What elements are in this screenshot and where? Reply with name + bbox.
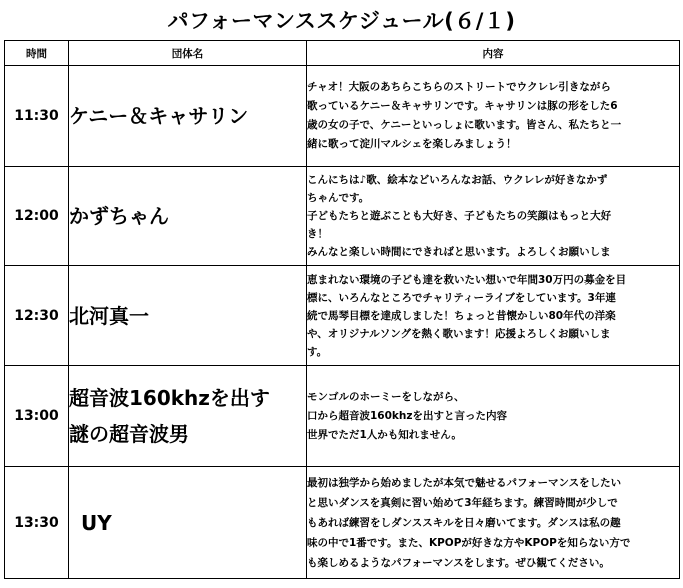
table-row [5, 66, 680, 167]
description-line: もあれば練習をしダンススキルを日々磨いてます。ダンスは私の趣 [307, 516, 621, 529]
table-row [5, 366, 680, 467]
description-line: 歳の女の子で、ケニーといっしょに歌います。皆さん、私たちと一 [307, 119, 622, 131]
description-line: 歌っているケニー＆キャサリンです。キャサリンは豚の形をした6 [307, 100, 618, 112]
page-title: パフォーマンススケジュール(６/１) [167, 9, 516, 33]
group-name [69, 266, 307, 366]
description-cell [307, 66, 680, 167]
description-line: 恵まれない環境の子ども達を救いたい想いで年間30万円の募金を目 [307, 273, 627, 286]
description-line: 標に、いろんなところでチャリティーライブをしています。3年連 [307, 291, 616, 304]
description-line: す。 [307, 345, 328, 358]
description-line: ちゃんです。 [307, 192, 370, 204]
group-name-line: 超音波160khzを出す [69, 386, 270, 410]
table-row [5, 467, 680, 579]
table-row [5, 167, 680, 266]
description-cell [307, 366, 680, 467]
header-row [5, 41, 680, 66]
description-line: こんにちは♪歌、絵本などいろんなお話、ウクレレが好きなかず [307, 174, 608, 186]
description-line: と思いダンスを真剣に習い始めて3年経ちます。練習時間が少しで [307, 496, 618, 509]
description-line: チャオ！大阪のあちらこちらのストリートでウクレレ引きながら [307, 81, 611, 93]
schedule-table [4, 40, 680, 579]
group-name [69, 467, 307, 579]
group-name-line: 謎の超音波男 [69, 422, 189, 446]
description-line: みんなと楽しい時間にできればと思います。よろしくお願いしま [307, 246, 611, 258]
group-name [69, 66, 307, 167]
description-line: も楽しめるようなパフォーマンスをします。ぜひ観てください。 [307, 556, 610, 569]
description-line: き！ [307, 228, 328, 240]
group-name [69, 167, 307, 266]
description-line: 緒に歌って淀川マルシェを楽しみましょう！ [307, 138, 517, 150]
group-name-line: かずちゃん [69, 204, 169, 228]
description-line: 子どもたちと遊ぶことも大好き、子どもたちの笑顔はもっと大好 [307, 210, 612, 222]
group-name-line: UY [81, 510, 112, 535]
group-name-line: ケニー＆キャサリン [69, 104, 249, 128]
time-cell: 13:00 [5, 366, 69, 467]
description-cell [307, 266, 680, 366]
description-cell [307, 467, 680, 579]
time-cell: 12:00 [5, 167, 69, 266]
description-line: 口から超音波160khzを出すと言った内容 [307, 409, 507, 422]
header-time: 時間 [5, 41, 69, 66]
time-cell: 12:30 [5, 266, 69, 366]
description-line: 最初は独学から始めましたが本気で魅せるパフォーマンスをしたい [307, 476, 622, 489]
header-content: 内容 [307, 41, 680, 66]
description-line: 世界でただ1人かも知れません。 [307, 428, 462, 441]
description-line: や、オリジナルソングを熱く歌います！応援よろしくお願いしま [307, 327, 611, 340]
time-cell: 11:30 [5, 66, 69, 167]
description-line: 続で馬琴目標を達成しました！ちょっと昔懐かしい80年代の洋楽 [307, 309, 616, 322]
header-group: 団体名 [69, 41, 307, 66]
group-name [69, 366, 307, 467]
description-line: モンゴルのホーミーをしながら、 [307, 390, 465, 403]
description-line: 味の中で1番です。また、KPOPが好きな方やKPOPを知らない方で [307, 536, 631, 549]
table-row [5, 266, 680, 366]
group-name-line: 北河真一 [69, 303, 149, 328]
time-cell: 13:30 [5, 467, 69, 579]
description-cell [307, 167, 680, 266]
